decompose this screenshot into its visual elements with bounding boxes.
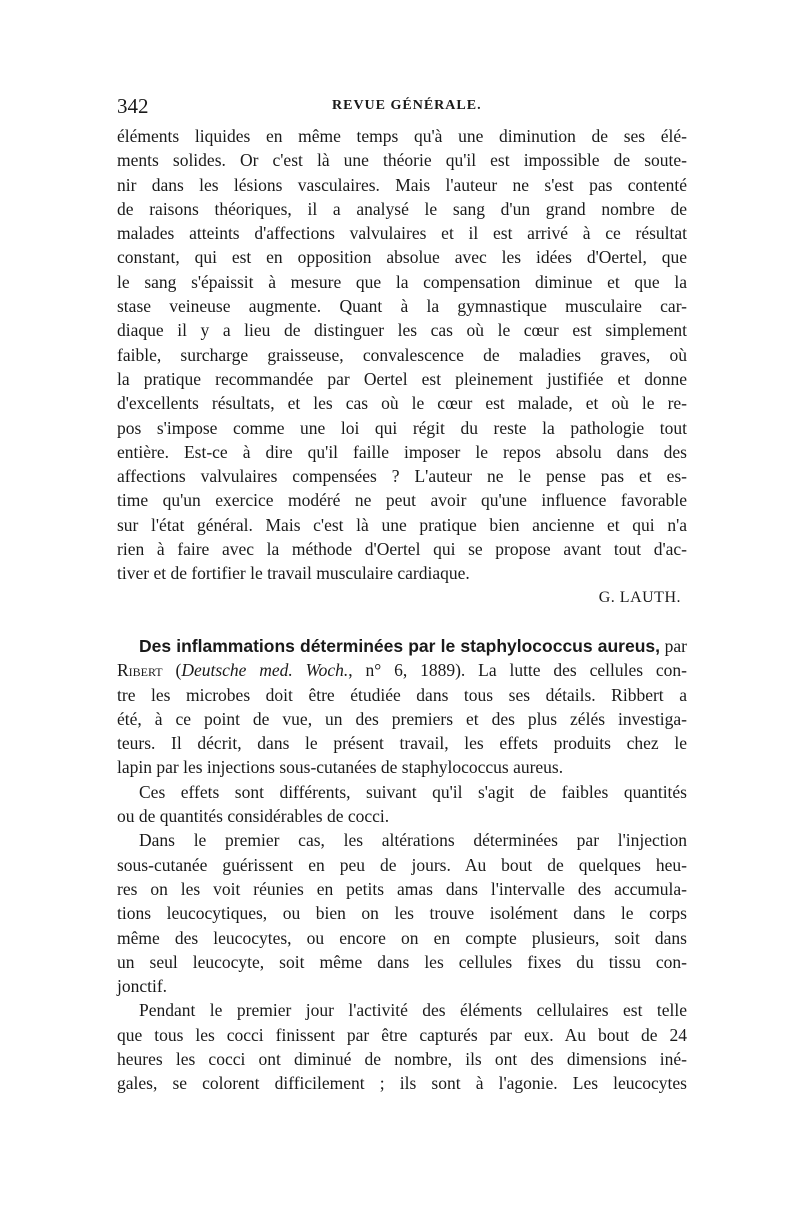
page-number: 342 [117, 94, 149, 118]
text-line: le sang s'épaissit à mesure que la compensation diminue et que la [117, 271, 687, 292]
page-body [117, 124, 687, 1096]
text-line: Ces effets sont différents, suivant qu'il s'agit de faibles quantités [139, 781, 687, 802]
text-line: sous-cutanée guérissent en peu de jours. Au bout de quelques heu- [117, 854, 687, 875]
text-line: lapin par les injections sous-cutanées de staphylococcus aureus. [117, 757, 564, 778]
text-line: de raisons théoriques, il a analysé le sang d'un grand nombre de [117, 198, 687, 219]
paragraph-staphylococcus-title [117, 634, 687, 780]
citation-open: ( [162, 660, 182, 681]
text-line: gales, se colorent difficilement ; ils sont à l'agonie. Les leucocytes [117, 1073, 687, 1094]
author-signature: G. LAUTH. [598, 588, 681, 606]
paragraph-first-day [117, 998, 687, 1095]
text-line: même des leucocytes, ou encore on en compte plusieurs, soit dans [117, 927, 687, 948]
text-line: affections valvulaires compensées ? L'auteur ne le pense pas et es- [117, 466, 687, 487]
text-line: été, à ce point de vue, un des premiers et des plus zélés investiga- [117, 708, 687, 729]
article-heading-line [117, 634, 687, 658]
running-title: REVUE GÉNÉRALE. [332, 98, 482, 113]
section-gap [117, 610, 687, 634]
text-line: malades atteints d'affections valvulaires et il est arrivé à ce résultat [117, 223, 687, 244]
article-author: Ribert [117, 660, 163, 681]
text-line: que tous les cocci finissent par être capturés par eux. Au bout de 24 [117, 1024, 687, 1045]
text-line: ou de quantités considérables de cocci. [117, 806, 390, 827]
paragraph-first-case [117, 828, 687, 998]
text-line: diaque il y a lieu de distinguer les cas où le cœur est simplement [117, 320, 687, 341]
text-line: heures les cocci ont diminué de nombre, ils ont des dimensions iné- [117, 1048, 687, 1069]
text-line: nir dans les lésions vasculaires. Mais l'auteur ne s'est pas contenté [117, 174, 687, 195]
text-line: pos s'impose comme une loi qui régit du reste la pathologie tout [117, 417, 687, 438]
page-header [117, 94, 687, 124]
citation-details: , n° 6, 1889). La lutte des cellules con- [348, 660, 687, 681]
text-line: faible, surcharge graisseuse, convalescence de maladies graves, où [117, 344, 687, 365]
text-line: tions leucocytiques, ou bien on les trouve isolément dans le corps [117, 903, 687, 924]
paragraph-effects [117, 780, 687, 829]
text-line: constant, qui est en opposition absolue avec les idées d'Oertel, que [117, 247, 687, 268]
article-title: Des inflammations déterminées par le staphylococcus aureus, [139, 635, 660, 656]
text-line: jonctif. [117, 976, 168, 997]
text-line: Pendant le premier jour l'activité des éléments cellulaires est telle [139, 1000, 687, 1021]
text-line: entière. Est-ce à dire qu'il faille imposer le repos absolu dans des [117, 441, 687, 462]
text-line: stase veineuse augmente. Quant à la gymnastique musculaire car- [117, 296, 687, 317]
text-line: la pratique recommandée par Oertel est pleinement justifiée et donne [117, 368, 687, 389]
text-line: res on les voit réunies en petits amas dans l'intervalle des accumula- [117, 878, 687, 899]
text-line: tre les microbes doit être étudiée dans tous ses détails. Ribbert a [117, 684, 687, 705]
text-line: éléments liquides en même temps qu'à une diminution de ses élé- [117, 126, 687, 146]
text-line: sur l'état général. Mais c'est là une pratique bien ancienne et qui n'a [117, 514, 687, 535]
text-line: tiver et de fortifier le travail musculaire cardiaque. [117, 563, 470, 584]
text-line: time qu'un exercice modéré ne peut avoir qu'une influence favorable [117, 490, 687, 511]
text-line: rien à faire avec la méthode d'Oertel qui se propose avant tout d'ac- [117, 539, 687, 560]
citation-line [117, 658, 687, 682]
journal-name: Deutsche med. Woch. [181, 660, 349, 681]
text-line: un seul leucocyte, soit même dans les cellules fixes du tissu con- [117, 951, 687, 972]
text-line: teurs. Il décrit, dans le présent travail, les effets produits chez le [117, 733, 687, 754]
text-line: ments solides. Or c'est là une théorie qu'il est impossible de soute- [117, 150, 687, 171]
heading-connector: par [660, 635, 687, 656]
text-line: d'excellents résultats, et les cas où le cœur est malade, et où le re- [117, 393, 687, 414]
paragraph-oertel-review [117, 124, 687, 610]
text-line: Dans le premier cas, les altérations déterminées par l'injection [139, 830, 687, 851]
